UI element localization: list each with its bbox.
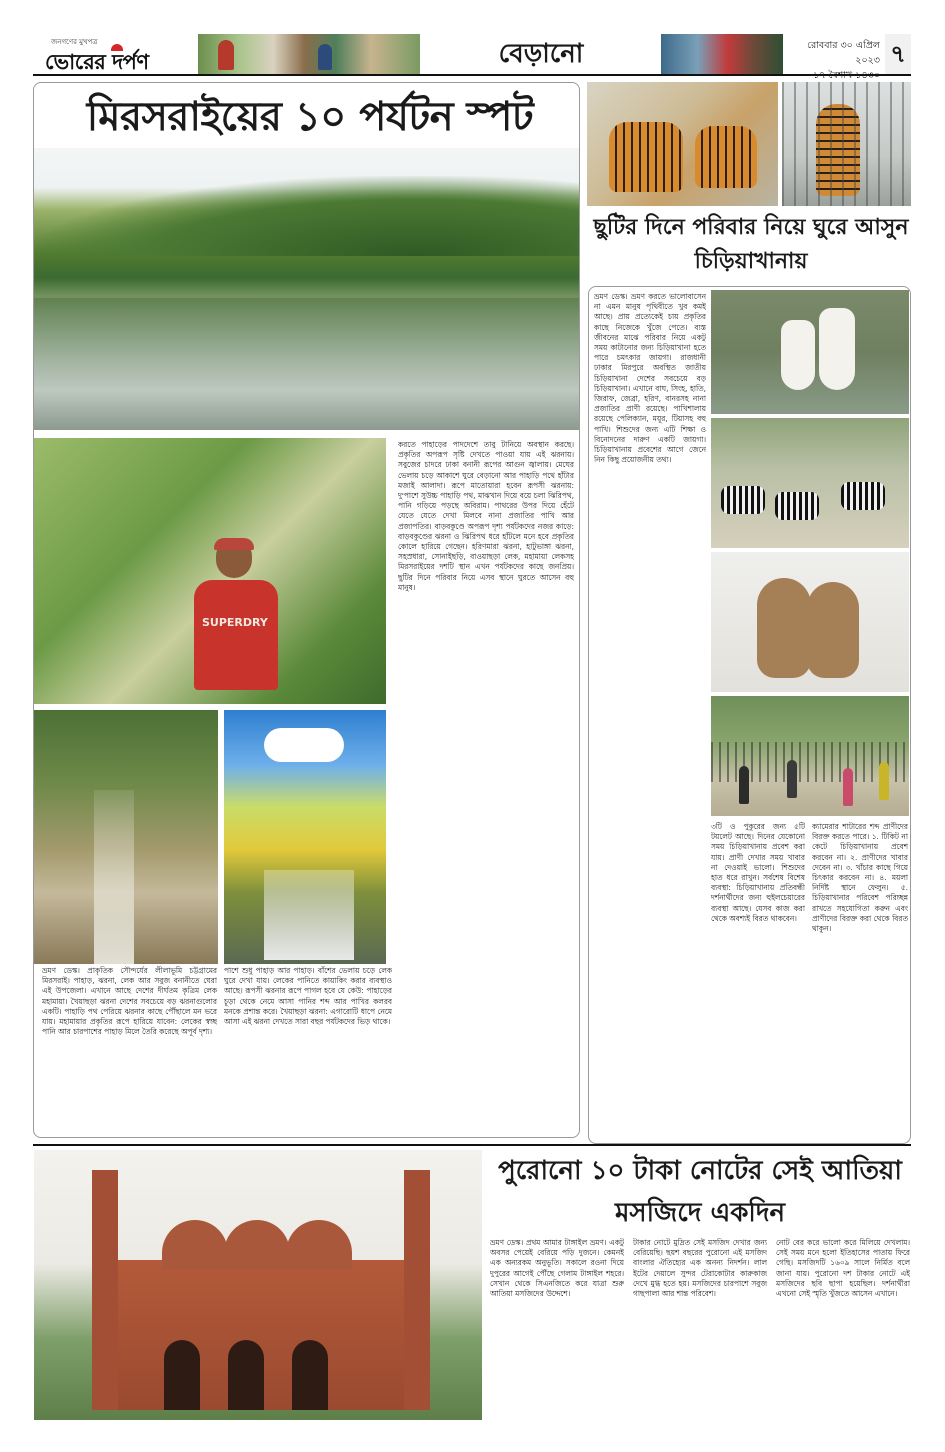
dateline bbox=[785, 38, 880, 83]
waterfall-stream bbox=[264, 870, 354, 960]
pelican-figure bbox=[819, 308, 855, 390]
hiker-shirt bbox=[194, 580, 278, 690]
waterfall-photo-left bbox=[34, 710, 218, 964]
zoo-story-headline[interactable]: ছুটির দিনে পরিবার নিয়ে ঘুরে আসুন চিড়িয়াখানায় bbox=[593, 214, 909, 274]
pelican-photo bbox=[711, 290, 909, 414]
person-figure-icon bbox=[879, 762, 889, 800]
person-figure-icon bbox=[739, 766, 749, 804]
mosque-story-column-2: টাকার নোটে মুদ্রিত সেই মসজিদ দেখার জন্য বেরিয়েছি। ছয়শ বছরের পুরোনো এই মসজিদ বাংলার ঐতিহ্যের এক অনন্য নিদর্শন। লাল ইটের দেয়ালে সুন্দর টেরাকোটার কারুকাজ দেখে মুগ্ধ হতে হয়। মসজিদের চারপাশে সবুজ গাছপালা আর শান্ত পরিবেশ। bbox=[633, 1238, 767, 1299]
water-reflection bbox=[34, 298, 579, 430]
zoo-story-column-2: ৩টি ও পুকুরের জন্য ৫টি টয়লেট আছে। দিনের যেকোনো সময় চিড়িয়াখানায় প্রবেশ করা যায়। প্রাণী দেখার সময় খাবার না দেওয়াই ভালো। শিশুদের হাত ধরে রাখুন। সর্বশেষ বিশেষ ব্যবস্থা: চিড়িয়াখানায় প্রতিবন্ধী দর্শনার্থীদের জন্য হুইলচেয়ারের ব্যবস্থা আছে। যেসব কাজ করা থেকে অবশ্যই বিরত থাকবেন। bbox=[711, 822, 805, 923]
waterfall-photo-right bbox=[224, 710, 386, 964]
cage-bars bbox=[782, 82, 911, 206]
mosque-story-column-3: নোট বের করে ভালো করে মিলিয়ে দেখলাম। সেই সময় মনে হলো ইতিহাসের পাতায় ফিরে গেছি। মসজিদটি ১৬০৯ সালে নির্মিত বলে জানা যায়। পুরোনো দশ টাকার নোটে এই মসজিদের ছবি ছাপা হয়েছিল। দর্শনার্থীরা এখনো সেই স্মৃতি খুঁজতে আসেন এখানে। bbox=[776, 1238, 910, 1299]
person-figure-icon bbox=[843, 768, 853, 806]
section-title: বেড়ানো bbox=[421, 34, 661, 74]
lake-photo bbox=[34, 148, 579, 430]
minaret-shape bbox=[92, 1170, 118, 1410]
tiger-figure bbox=[695, 126, 757, 188]
monkey-figure bbox=[757, 578, 811, 678]
date-bengali: ১৭ বৈশাখ ১৪৩০ bbox=[813, 70, 880, 81]
section-divider bbox=[33, 1144, 911, 1146]
main-story-column-2: ভ্রমণ ডেস্ক। প্রাকৃতিক সৌন্দর্যের লীলাভূমি চট্টগ্রামের মিরসরাই। পাহাড়, ঝরনা, লেক আর সবুজ বনানীতে ঘেরা এই উপজেলা। এখানে আছে দেশের দীর্ঘতম কৃত্রিম লেক মহামায়া। খৈয়াছড়া ঝরনা দেশের সবচেয়ে বড় ঝরনাগুলোর একটি। পাহাড়ি পথ পেরিয়ে ঝরনার কাছে পৌঁছালে মন ভরে যায়। মহামায়ার প্রকৃতির রূপে হারিয়ে যাবেন: লেকের স্বচ্ছ পানি আর চারপাশের পাহাড় মিলে তৈরি করেছে অপূর্ব দৃশ্য। bbox=[42, 966, 217, 1037]
shirt-print: SUPERDRY bbox=[202, 616, 268, 629]
person-figure-icon bbox=[218, 40, 234, 70]
waterfall-stream bbox=[94, 790, 134, 964]
arch-doorway bbox=[292, 1340, 328, 1410]
mosque-story-column-1: ভ্রমণ ডেস্ক। প্রথম আমার টাঙ্গাইল ভ্রমণ। একটু অবসর পেয়েই বেরিয়ে পড়ি দুজনে। কেমনই এক অন্যরকম অনুভূতি। সকালে রওনা দিয়ে দুপুরের আগেই পৌঁছে গেলাম টাঙ্গাইল শহরে। সেখান থেকে সিএনজিতে করে যাত্রা শুরু আতিয়া মসজিদের উদ্দেশে। bbox=[490, 1238, 624, 1299]
mosque-story-headline[interactable]: পুরোনো ১০ টাকা নোটের সেই আতিয়া মসজিদে একদিন bbox=[498, 1156, 902, 1228]
zebra-photo bbox=[711, 418, 909, 548]
pelican-figure bbox=[781, 320, 815, 390]
person-figure-icon bbox=[787, 760, 797, 798]
main-story-headline[interactable]: মিরসরাইয়ের ১০ পর্যটন স্পট bbox=[86, 93, 534, 140]
monkey-figure bbox=[807, 582, 859, 678]
zoo-visitors-photo bbox=[711, 696, 909, 816]
headband-icon bbox=[214, 538, 254, 550]
hill-shape bbox=[34, 176, 579, 256]
person-figure-icon bbox=[318, 44, 332, 70]
masthead bbox=[33, 34, 911, 81]
hiker-selfie-photo bbox=[34, 438, 386, 704]
logo-tagline: জনগণের মুখপত্র bbox=[51, 38, 98, 46]
caged-tiger-photo bbox=[782, 82, 911, 206]
hiker-figure bbox=[194, 538, 278, 704]
zoo-story-column-3: ক্যামেরার শাটারের শব্দ প্রাণীদের বিরক্ত করতে পারে। ১. টিকিট না কেটে চিড়িয়াখানায় প্রবেশ করবেন না। ২. প্রাণীদের খাবার দেবেন না। ৩. খাঁচার কাছে গিয়ে চিৎকার করবেন না। ৪. ময়লা নির্দিষ্ট স্থানে ফেলুন। ৫. চিড়িয়াখানার পরিবেশ পরিচ্ছন্ন রাখতে সহযোগিতা করুন এবং প্রাণীদের বিরক্ত করা থেকে বিরত থাকুন। bbox=[812, 822, 908, 934]
monkey-photo bbox=[711, 552, 909, 692]
main-story-column-1: করতে পাহাড়ের পাদদেশে তাবু টানিয়ে অবস্থান করছে। প্রকৃতির অপরূপ সৃষ্টি দেখতে পাওয়া যায় এই ঝরনায়। সবুজের চাদরে ঢাকা বনানী রূপের আগুন জ্বালায়। মেঘের ভেলায় চড়ে আকাশে ঘুরে বেড়ানো আর পাহাড়ি পথে হাঁটার মজাই আলাদা। রূপে মাতোয়ারা হবেন রূপসী ঝরনায়: দু'পাশে সুউচ্চ পাহাড়ি পথ, মাঝখান দিয়ে বয়ে চলা ঝিরিপথ, পানি গড়িয়ে পড়ছে অবিরাম। পাথরের উপর দিয়ে হেঁটে যেতে যেতে দেখা মিলবে নানা প্রজাতির পাখি আর প্রজাপতির। বাড়বকুণ্ডে অপরূপ দৃশ্য পর্যটকদের নজর কাড়ে: বাড়বকুণ্ডের ঝরনা ও ঝিরিপথ ধরে হাঁটলে মনে হবে প্রকৃতির কোলে হারিয়ে গেছেন। হরিণমারা ঝরনা, হাটুভাঙ্গা ঝরনা, সহস্রধারা, সোনাইছড়ি, বাওয়াছড়া লেক, মহামায়া লেকসহ মিরসরাইয়ের দশটি স্থান এখন পর্যটকদের কাছে জনপ্রিয়। ছুটির দিনে পরিবার নিয়ে এসব স্থানে ঘুরতে আসেন বহু মানুষ। bbox=[398, 440, 574, 592]
date-english: রোববার ৩০ এপ্রিল ২০২৩ bbox=[807, 40, 880, 66]
page-number: ৭ bbox=[885, 34, 911, 74]
zebra-figure bbox=[721, 486, 765, 514]
dome-shape bbox=[286, 1220, 352, 1270]
atia-mosque-photo bbox=[34, 1150, 482, 1420]
tiger-photo bbox=[587, 82, 778, 206]
zoo-story-column-1: ভ্রমণ ডেস্ক। ভ্রমণ করতে ভালোবাসেন না এমন মানুষ পৃথিবীতে খুব কমই আছে। প্রায় প্রত্যেকেই চায় প্রকৃতির কাছে নিজেকে খুঁজে পেতে। ব্যস্ত জীবনের মাঝে পরিবার নিয়ে একটু সময় কাটানোর জন্য চিড়িয়াখানা হতে পারে চমৎকার জায়গা। রাজধানী ঢাকার মিরপুরে অবস্থিত জাতীয় চিড়িয়াখানা দেশের সবচেয়ে বড় চিড়িয়াখানা। এখানে বাঘ, সিংহ, হাতি, জিরাফ, জেব্রা, হরিণ, বানরসহ নানা প্রজাতির প্রাণী রয়েছে। পাখিশালায় রয়েছে পেলিক্যান, ময়ূর, টিয়াসহ বহু পাখি। শিশুদের জন্য এটি শিক্ষা ও বিনোদনের দারুণ একটি জায়গা। চিড়িয়াখানায় প্রবেশের আগে জেনে নিন কিছু প্রয়োজনীয় তথ্য। bbox=[594, 292, 706, 465]
zebra-figure bbox=[841, 482, 885, 510]
arch-doorway bbox=[228, 1340, 264, 1410]
dome-shape bbox=[224, 1220, 290, 1270]
tiger-figure bbox=[609, 122, 683, 192]
main-story-column-3: পাশে শুধু পাহাড় আর পাহাড়। বাঁশের ভেলায় চড়ে লেক ঘুরে দেখা যায়। লেকের পানিতে কায়াকিং করার ব্যবস্থাও আছে। রূপসী ঝরনার রূপে পাগল হবে যে কেউ: পাহাড়ের চূড়া থেকে নেমে আসা পানির শব্দ আর পাখির কলরব মনকে প্রশান্ত করে। খৈয়াছড়া ঝরনা: এগারোটি ধাপে নেমে আসা এই ঝরনা দেখতে সারা বছর পর্যটকদের ভিড় থাকে। bbox=[224, 966, 392, 1027]
arch-doorway bbox=[164, 1340, 200, 1410]
zebra-figure bbox=[775, 492, 819, 520]
minaret-shape bbox=[404, 1170, 430, 1410]
header-photo-strip bbox=[198, 34, 420, 74]
cloud-shape bbox=[264, 728, 344, 762]
dome-shape bbox=[162, 1220, 228, 1270]
header-photo-strip-right bbox=[661, 34, 783, 74]
logo-name: ভোরের দর্পণ bbox=[45, 49, 149, 74]
newspaper-logo[interactable] bbox=[37, 36, 197, 74]
